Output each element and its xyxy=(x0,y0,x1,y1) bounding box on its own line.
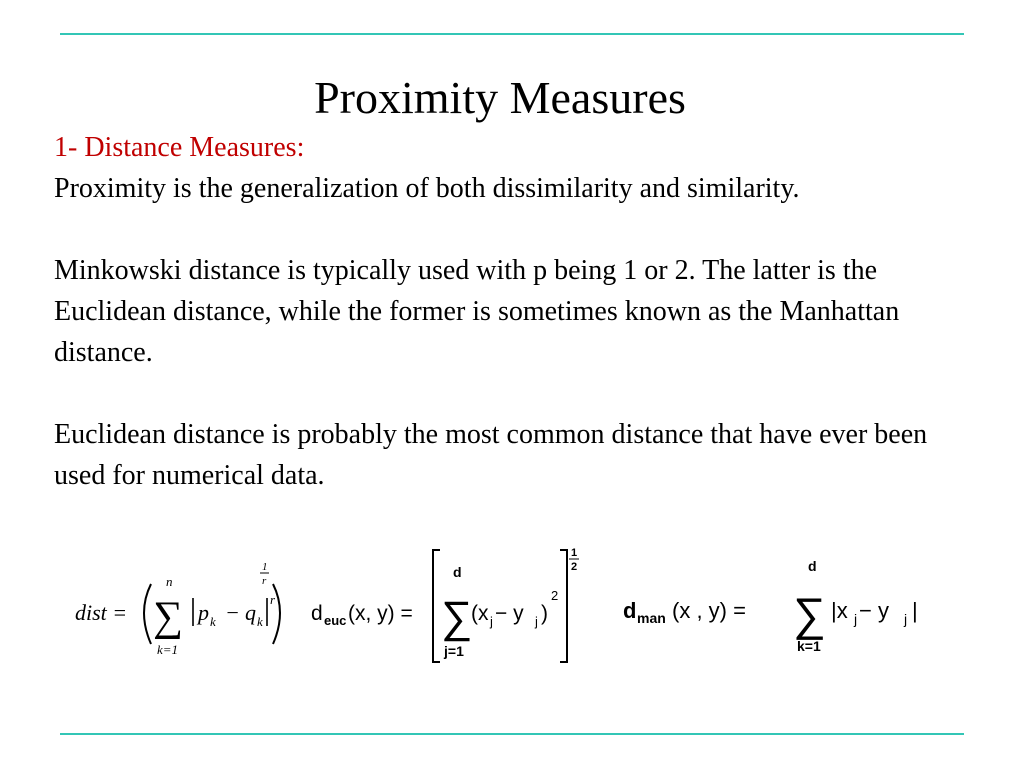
manhattan-bar: | xyxy=(912,598,918,623)
minkowski-lhs: dist = xyxy=(75,600,128,625)
euclidean-lower-limit: j=1 xyxy=(444,643,464,659)
manhattan-y: − y xyxy=(859,598,889,623)
manhattan-sub: man xyxy=(637,610,666,626)
euclidean-d: d xyxy=(311,602,323,625)
manhattan-y-sub: j xyxy=(904,611,908,627)
minkowski-upper-limit: n xyxy=(166,574,173,589)
manhattan-upper-limit: d xyxy=(808,558,817,574)
euclidean-sub: euc xyxy=(324,613,347,628)
euclidean-inner-power: 2 xyxy=(551,588,559,603)
minkowski-lower-limit: k=1 xyxy=(157,642,179,657)
euclidean-upper-limit: d xyxy=(453,564,462,580)
minkowski-left-paren xyxy=(144,584,151,644)
paragraph-minkowski: Minkowski distance is typically used with p being 1 or 2. The latter is the Euclidean distance, while the former is sometimes known as the Manhattan distance. xyxy=(54,255,900,368)
bottom-divider xyxy=(60,733,964,735)
euclidean-close: ) xyxy=(541,602,548,625)
paragraph-euclidean: Euclidean distance is probably the most common distance that have ever been used for numerical data. xyxy=(54,419,928,491)
manhattan-x-sub: j xyxy=(854,611,858,627)
minkowski-formula xyxy=(75,561,280,657)
minkowski-outer-num: 1 xyxy=(262,561,268,573)
minkowski-sigma: ∑ xyxy=(153,594,183,640)
euclidean-sigma: ∑ xyxy=(441,593,473,642)
minkowski-outer-den: r xyxy=(262,575,267,587)
minkowski-minus: − xyxy=(225,600,240,625)
minkowski-q: q xyxy=(245,600,256,625)
euclidean-outer-num: 1 xyxy=(571,547,578,559)
minkowski-p: p xyxy=(198,600,209,625)
subheading: 1- Distance Measures: xyxy=(54,132,305,163)
slide-body xyxy=(54,127,984,496)
euclidean-x-sub: j xyxy=(490,614,493,629)
manhattan-x: |x xyxy=(831,598,848,623)
top-divider xyxy=(60,33,964,35)
manhattan-d: d xyxy=(623,598,637,623)
euclidean-right-bracket xyxy=(560,550,567,662)
manhattan-formula xyxy=(623,558,918,654)
euclidean-outer-den: 2 xyxy=(571,561,578,573)
paragraph-proximity: Proximity is the generalization of both dissimilarity and similarity. xyxy=(54,173,800,204)
manhattan-lower-limit: k=1 xyxy=(797,638,821,654)
euclidean-formula xyxy=(311,547,579,662)
euclidean-y-sub: j xyxy=(535,614,538,629)
euclidean-y: − y xyxy=(495,602,524,625)
minkowski-p-sub: k xyxy=(210,614,216,629)
minkowski-q-sub: k xyxy=(257,614,263,629)
slide-title: Proximity Measures xyxy=(314,72,686,123)
manhattan-sigma: ∑ xyxy=(793,588,826,640)
euclidean-left-bracket xyxy=(433,550,440,662)
formula-strip xyxy=(75,540,955,670)
euclidean-args: (x, y) = xyxy=(348,602,413,625)
minkowski-power: r xyxy=(270,592,276,607)
formulas-svg xyxy=(75,540,955,670)
manhattan-args: (x , y) = xyxy=(672,598,746,623)
euclidean-x: (x xyxy=(471,602,489,625)
